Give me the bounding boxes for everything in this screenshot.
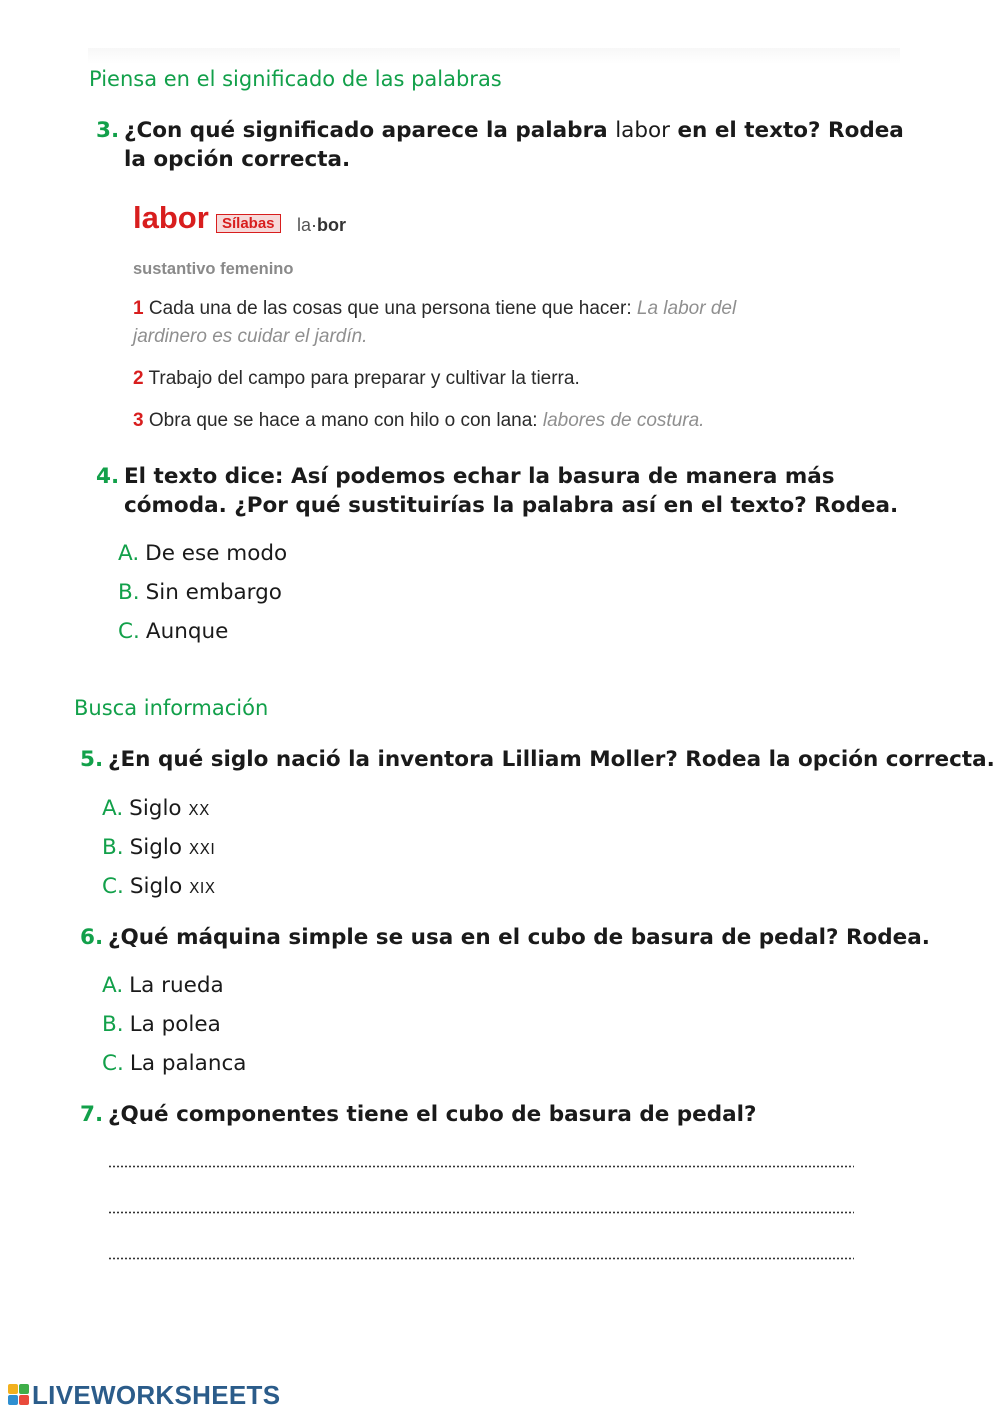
q6-option-c[interactable]: C. La palanca [102, 1051, 247, 1076]
section-title-meaning: Piensa en el significado de las palabras [89, 67, 502, 91]
definition-3: 3 Obra que se hace a mano con hilo o con lana: labores de costura. [133, 410, 705, 431]
answer-line-3[interactable] [108, 1257, 854, 1260]
question-text: ¿Con qué significado aparece la palabra labor en el texto? Rodea la opción correcta. [124, 118, 904, 172]
logo-text: LIVEWORKSHEETS [32, 1380, 281, 1410]
top-border [88, 48, 900, 64]
q5-option-a[interactable]: A. Siglo XX [102, 796, 210, 821]
dictionary-headword: labor [133, 200, 209, 235]
question-number: 7. [80, 1102, 104, 1127]
q4-option-b[interactable]: B. Sin embargo [118, 580, 282, 605]
q4-option-a[interactable]: A. De ese modo [118, 541, 288, 566]
question-number: 3. [96, 118, 120, 143]
answer-line-2[interactable] [108, 1211, 854, 1214]
question-text: ¿Qué componentes tiene el cubo de basura de pedal? [108, 1102, 757, 1127]
question-number: 5. [80, 747, 104, 772]
section-title-search-info: Busca información [74, 696, 269, 720]
syllable-split: la·bor [297, 215, 347, 235]
question-text: ¿En qué siglo nació la inventora Lilliam Moller? Rodea la opción correcta. [108, 747, 995, 772]
keyword: labor [615, 118, 670, 143]
q5-option-b[interactable]: B. Siglo XXI [102, 835, 216, 860]
syllables-badge: Sílabas [216, 214, 281, 233]
question-6 [80, 923, 930, 952]
q6-option-a[interactable]: A. La rueda [102, 973, 224, 998]
q5-option-c[interactable]: C. Siglo XIX [102, 874, 216, 899]
question-5 [80, 745, 995, 774]
q4-option-c[interactable]: C. Aunque [118, 619, 229, 644]
question-number: 6. [80, 925, 104, 950]
question-number: 4. [96, 464, 120, 489]
question-7 [80, 1100, 900, 1129]
grammatical-category: sustantivo femenino [133, 260, 294, 278]
q6-option-b[interactable]: B. La polea [102, 1012, 221, 1037]
logo-icon [8, 1384, 30, 1406]
question-3 [96, 116, 906, 174]
question-4 [96, 462, 906, 520]
answer-line-1[interactable] [108, 1165, 854, 1168]
definition-1: 1 Cada una de las cosas que una persona tiene que hacer: La labor del jardinero es cuidar el jardín. [133, 298, 737, 347]
question-text: El texto dice: Así podemos echar la basura de manera más cómoda. ¿Por qué sustituirías la palabra así en el texto? Rodea. [124, 464, 899, 518]
definition-2: 2 Trabajo del campo para preparar y cultivar la tierra. [133, 368, 580, 389]
question-text: ¿Qué máquina simple se usa en el cubo de basura de pedal? Rodea. [108, 925, 930, 950]
